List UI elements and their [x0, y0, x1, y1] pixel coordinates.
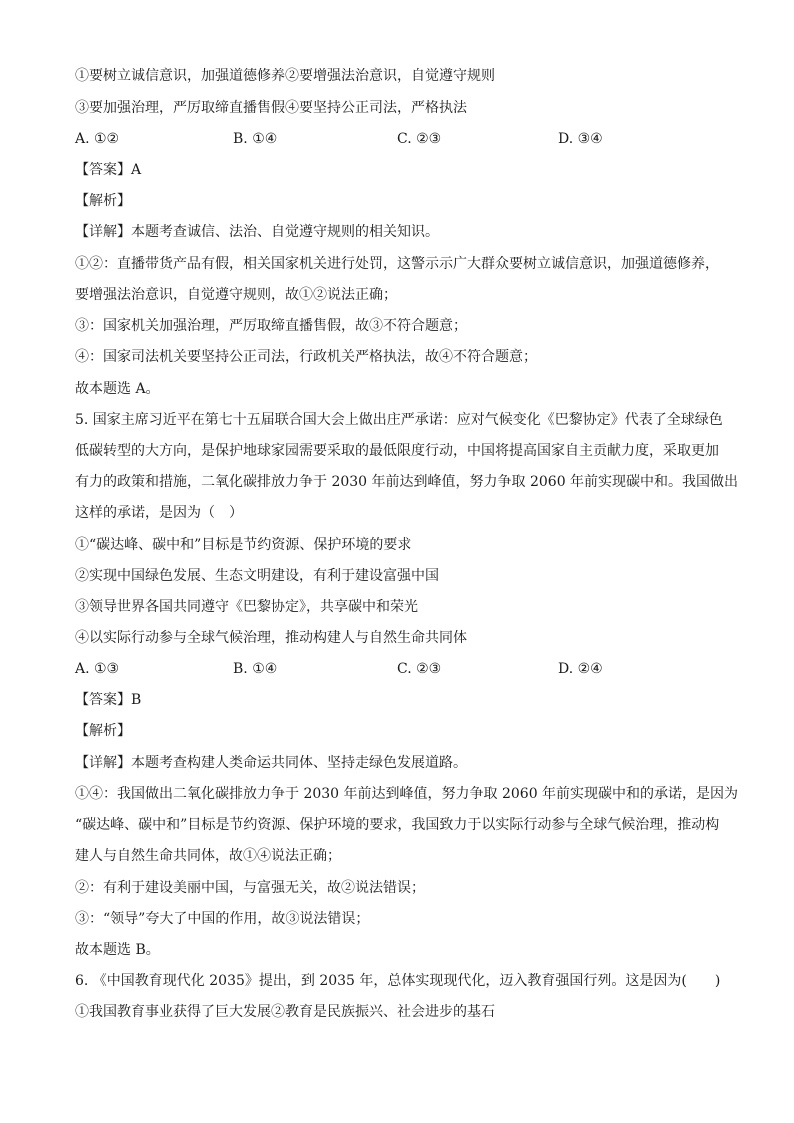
q5-stem-line-3: 有力的政策和措施，二氧化碳排放力争于 2030 年前达到峰值，努力争取 2060 年前实现碳中和。我国做出: [75, 474, 739, 490]
q5-explanation-2: ②：有利于建设美丽中国，与富强无关，故②说法错误；: [75, 880, 425, 896]
q5-answer: 【答案】B: [75, 692, 142, 708]
q5-options: [75, 659, 725, 679]
q5-statement-1: ①“碳达峰、碳中和”目标是节约资源、保护环境的要求: [75, 537, 412, 553]
q5-conclusion: 故本题选 B。: [75, 942, 160, 958]
q4-answer: 【答案】A: [75, 162, 142, 178]
q4-options: [75, 129, 725, 149]
q5-statement-3: ③领导世界各国共同遵守《巴黎协定》，共享碳中和荣光: [75, 599, 418, 615]
q5-stem-line-2: 低碳转型的大方向，是保护地球家园需要采取的最低限度行动，中国将提高国家自主贡献力度，采取更加: [75, 443, 719, 459]
q4-analysis-tag: 【解析】: [75, 193, 131, 209]
q5-explanation-1-line-3: 建人与自然生命共同体，故①④说法正确；: [75, 848, 341, 864]
q4-statement-1-2: ①要树立诚信意识，加强道德修养②要增强法治意识，自觉遵守规则: [75, 68, 495, 84]
q5-analysis-tag: 【解析】: [75, 723, 131, 739]
q4-conclusion: 故本题选 A。: [75, 381, 160, 397]
q4-explanation-1-line-1: ①②：直播带货产品有假，相关国家机关进行处罚，这警示示广大群众要树立诚信意识，加强道德修养，: [75, 256, 719, 272]
q4-option-c: C. ②③: [397, 131, 442, 147]
q4-option-a: A. ①②: [75, 131, 120, 147]
q5-statement-2: ②实现中国绿色发展、生态文明建设，有利于建设富强中国: [75, 568, 439, 584]
q4-explanation-2: ③：国家机关加强治理，严厉取缔直播售假，故③不符合题意；: [75, 318, 467, 334]
q4-explanation-3: ④：国家司法机关要坚持公正司法，行政机关严格执法，故④不符合题意；: [75, 349, 537, 365]
q5-statement-4: ④以实际行动参与全球气候治理，推动构建人与自然生命共同体: [75, 630, 467, 646]
q5-option-b: B. ①④: [233, 661, 278, 677]
q5-option-a: A. ①③: [75, 661, 120, 677]
q6-stem-line-1: 6. 《中国教育现代化 2035》提出，到 2035 年，总体实现现代化，迈入教育强国行列。这是因为( ): [75, 973, 721, 989]
q5-stem-line-4: 这样的承诺，是因为（ ）: [75, 505, 243, 521]
q5-explanation-3: ③：“领导”夸大了中国的作用，故③说法错误；: [75, 911, 370, 927]
q5-stem-line-1: 5. 国家主席习近平在第七十五届联合国大会上做出庄严承诺：应对气候变化《巴黎协定》代表了全球绿色: [75, 412, 723, 428]
q4-explanation-1-line-2: 要增强法治意识，自觉遵守规则，故①②说法正确；: [75, 287, 397, 303]
q4-option-b: B. ①④: [233, 131, 278, 147]
q5-option-c: C. ②③: [397, 661, 442, 677]
q4-statement-3-4: ③要加强治理，严厉取缔直播售假④要坚持公正司法，严格执法: [75, 100, 467, 116]
q5-explanation-1-line-2: “碳达峰、碳中和”目标是节约资源、保护环境的要求，我国致力于以实际行动参与全球气候治理，推动构: [75, 817, 720, 833]
q5-option-d: D. ②④: [558, 661, 603, 677]
q5-explanation-1-line-1: ①④：我国做出二氧化碳排放力争于 2030 年前达到峰值，努力争取 2060 年前实现碳中和的承诺，是因为: [75, 786, 739, 802]
q4-detail: 【详解】本题考查诚信、法治、自觉遵守规则的相关知识。: [75, 224, 439, 240]
q4-option-d: D. ③④: [558, 131, 603, 147]
q5-detail: 【详解】本题考查构建人类命运共同体、坚持走绿色发展道路。: [75, 755, 467, 771]
q6-stem-line-2: ①我国教育事业获得了巨大发展②教育是民族振兴、社会进步的基石: [75, 1004, 495, 1020]
